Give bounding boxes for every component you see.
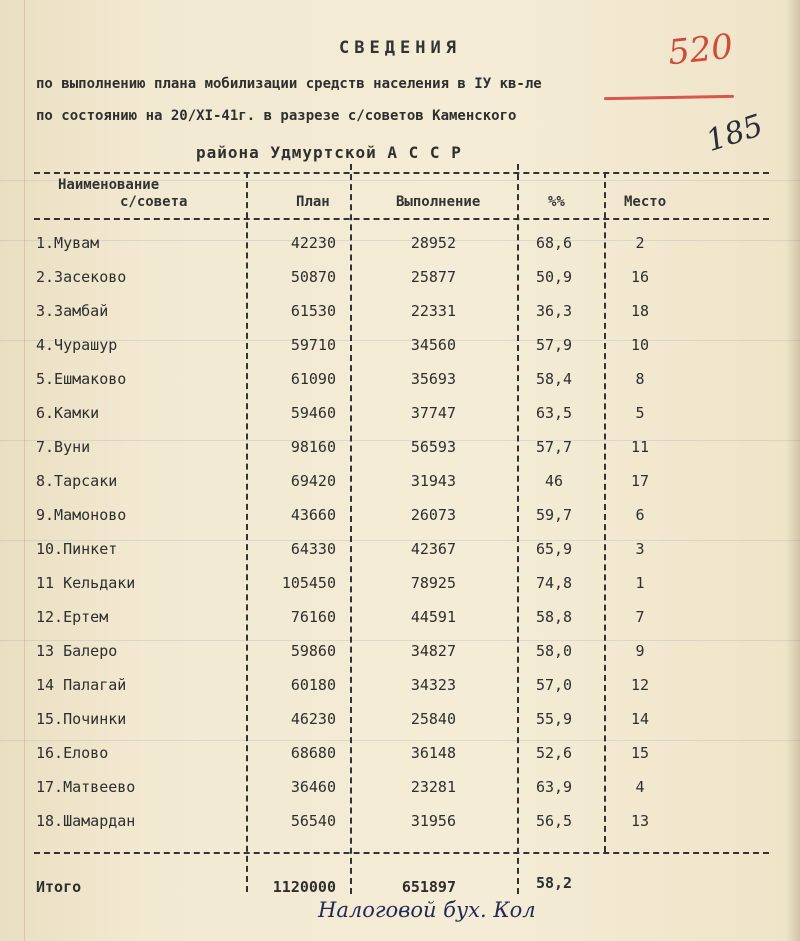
- table-row-percent: 46: [544, 472, 564, 490]
- table-row-place: 14: [630, 710, 650, 728]
- total-label: Итого: [36, 878, 82, 896]
- column-divider-1: [246, 172, 248, 892]
- table-row-done: 34560: [410, 336, 456, 354]
- table-row-name: 2.Засеково: [36, 268, 127, 286]
- table-row-done: 44591: [410, 608, 456, 626]
- table-row-place: 11: [630, 438, 650, 456]
- table-row-name: 14 Палагай: [36, 676, 127, 694]
- table-row-done: 31943: [410, 472, 456, 490]
- column-divider-2: [350, 164, 352, 894]
- table-row-done: 34827: [410, 642, 456, 660]
- table-row-plan: 46230: [290, 710, 336, 728]
- table-row-done: 23281: [410, 778, 456, 796]
- table-row-done: 56593: [410, 438, 456, 456]
- table-row-plan: 59710: [290, 336, 336, 354]
- total-percent: 58,2: [535, 874, 573, 892]
- subtitle-line-3: района Удмуртской А С С Р: [196, 143, 462, 162]
- table-row-percent: 52,6: [535, 744, 573, 762]
- header-name-line2: с/совета: [120, 194, 188, 210]
- table-row-name: 4.Чурашур: [36, 336, 118, 354]
- table-row-plan: 98160: [290, 438, 336, 456]
- table-row-done: 78925: [410, 574, 456, 592]
- table-row-name: 12.Ертем: [36, 608, 109, 626]
- table-row-done: 42367: [410, 540, 456, 558]
- table-row-percent: 63,9: [535, 778, 573, 796]
- header-place: Место: [624, 194, 667, 210]
- table-row-done: 34323: [410, 676, 456, 694]
- table-row-name: 13 Балеро: [36, 642, 118, 660]
- table-row-done: 22331: [410, 302, 456, 320]
- table-row-percent: 58,4: [535, 370, 573, 388]
- table-row-name: 11 Кельдаки: [36, 574, 136, 592]
- table-row-place: 7: [635, 608, 645, 626]
- table-row-done: 35693: [410, 370, 456, 388]
- table-row-place: 4: [635, 778, 645, 796]
- table-row-percent: 58,0: [535, 642, 573, 660]
- table-top-rule: [34, 172, 769, 174]
- table-row-place: 17: [630, 472, 650, 490]
- table-row-place: 18: [630, 302, 650, 320]
- archive-number-handwritten: 185: [701, 108, 768, 159]
- table-row-plan: 76160: [290, 608, 336, 626]
- subtitle-line-2: по состоянию на 20/ХI-41г. в разрезе с/советов Каменского: [36, 108, 517, 124]
- table-row-percent: 63,5: [535, 404, 573, 422]
- table-bottom-rule: [34, 852, 769, 854]
- table-row-percent: 57,0: [535, 676, 573, 694]
- table-row-percent: 58,8: [535, 608, 573, 626]
- table-row-name: 10.Пинкет: [36, 540, 118, 558]
- header-plan: План: [296, 194, 330, 210]
- header-percent: %%: [548, 194, 565, 210]
- total-plan: 1120000: [272, 878, 336, 896]
- table-row-plan: 36460: [290, 778, 336, 796]
- table-row-percent: 74,8: [535, 574, 573, 592]
- column-divider-3: [517, 164, 519, 894]
- header-name-line1: Наименование: [58, 177, 160, 193]
- table-row-place: 9: [635, 642, 645, 660]
- table-row-plan: 56540: [290, 812, 336, 830]
- table-row-plan: 68680: [290, 744, 336, 762]
- column-divider-4: [604, 172, 606, 852]
- table-row-plan: 69420: [290, 472, 336, 490]
- table-row-done: 31956: [410, 812, 456, 830]
- table-row-percent: 59,7: [535, 506, 573, 524]
- table-row-plan: 61090: [290, 370, 336, 388]
- table-row-name: 16.Елово: [36, 744, 109, 762]
- table-row-percent: 55,9: [535, 710, 573, 728]
- document-title: СВЕДЕНИЯ: [339, 38, 461, 58]
- table-row-place: 10: [630, 336, 650, 354]
- subtitle-line-1: по выполнению плана мобилизации средств населения в IУ кв-ле: [36, 76, 542, 92]
- table-row-place: 8: [635, 370, 645, 388]
- table-row-plan: 61530: [290, 302, 336, 320]
- table-row-plan: 59460: [290, 404, 336, 422]
- table-row-name: 8.Тарсаки: [36, 472, 118, 490]
- signature-handwritten: Налоговой бух. Кол: [318, 898, 536, 922]
- table-row-plan: 60180: [290, 676, 336, 694]
- table-row-place: 12: [630, 676, 650, 694]
- table-row-name: 9.Мамоново: [36, 506, 127, 524]
- table-row-percent: 57,7: [535, 438, 573, 456]
- table-row-percent: 57,9: [535, 336, 573, 354]
- table-row-name: 1.Мувам: [36, 234, 100, 252]
- archive-number-red: 520: [666, 26, 735, 74]
- table-row-done: 36148: [410, 744, 456, 762]
- red-underline: [604, 95, 734, 100]
- table-row-done: 26073: [410, 506, 456, 524]
- table-row-place: 5: [635, 404, 645, 422]
- table-row-place: 13: [630, 812, 650, 830]
- table-row-place: 16: [630, 268, 650, 286]
- table-row-place: 2: [635, 234, 645, 252]
- table-row-percent: 65,9: [535, 540, 573, 558]
- table-row-done: 25840: [410, 710, 456, 728]
- table-row-name: 17.Матвеево: [36, 778, 136, 796]
- table-row-place: 15: [630, 744, 650, 762]
- table-row-done: 25877: [410, 268, 456, 286]
- table-row-name: 18.Шамардан: [36, 812, 136, 830]
- table-row-plan: 42230: [290, 234, 336, 252]
- header-done: Выполнение: [396, 194, 481, 210]
- table-row-place: 3: [635, 540, 645, 558]
- table-row-percent: 56,5: [535, 812, 573, 830]
- table-row-plan: 64330: [290, 540, 336, 558]
- table-header-rule: [34, 218, 769, 220]
- table-row-name: 6.Камки: [36, 404, 100, 422]
- table-row-done: 28952: [410, 234, 456, 252]
- table-row-percent: 68,6: [535, 234, 573, 252]
- table-row-plan: 59860: [290, 642, 336, 660]
- table-row-name: 5.Ешмаково: [36, 370, 127, 388]
- table-row-place: 1: [635, 574, 645, 592]
- table-row-percent: 36,3: [535, 302, 573, 320]
- table-row-name: 3.Замбай: [36, 302, 109, 320]
- table-row-percent: 50,9: [535, 268, 573, 286]
- table-row-plan: 105450: [281, 574, 336, 592]
- paper-edge-shadow: [786, 0, 800, 941]
- total-done: 651897: [401, 878, 456, 896]
- table-row-place: 6: [635, 506, 645, 524]
- table-row-plan: 50870: [290, 268, 336, 286]
- table-row-plan: 43660: [290, 506, 336, 524]
- table-row-name: 7.Вуни: [36, 438, 91, 456]
- table-row-done: 37747: [410, 404, 456, 422]
- table-row-name: 15.Починки: [36, 710, 127, 728]
